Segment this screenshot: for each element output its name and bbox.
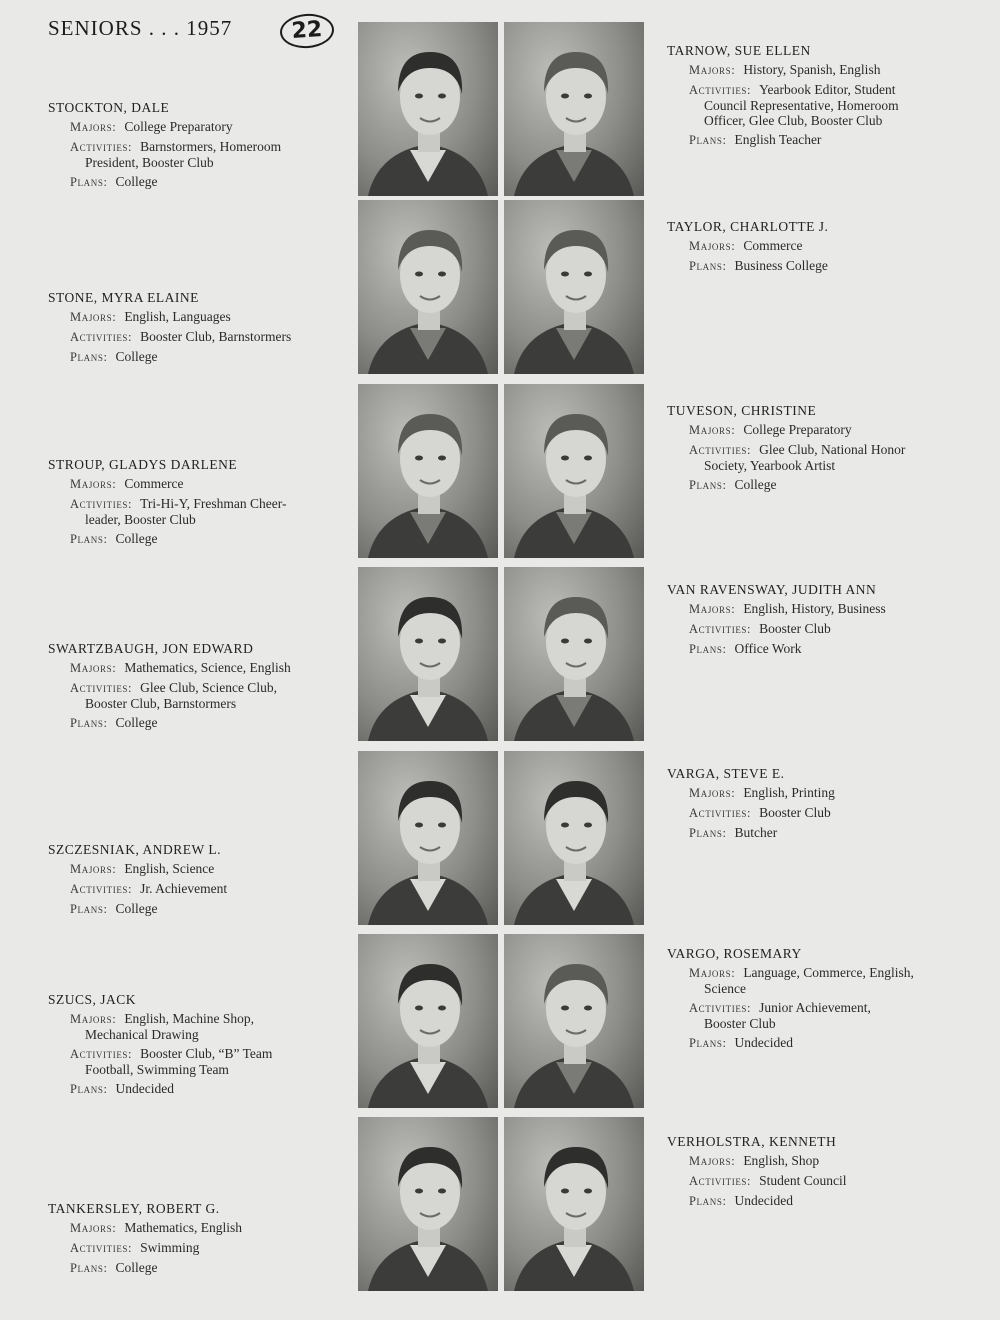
majors-field [667,965,914,996]
plans-field [667,477,905,493]
majors-field [667,1153,846,1169]
portrait-photo [504,384,644,558]
activities-value: Student Council [759,1173,847,1188]
majors-field [48,309,291,325]
activities-field [48,1240,242,1256]
handwritten-page-number: 22 [279,12,335,50]
portrait-photo [504,200,644,374]
senior-entry [667,219,828,278]
plans-field [667,825,835,841]
activities-field [667,805,835,821]
majors-value: Mechanical Drawing [85,1027,199,1042]
majors-value: College Preparatory [124,119,233,134]
activities-value: Booster Club, Barnstormers [85,696,237,711]
portrait-photo [358,22,498,196]
majors-label: Majors: [70,862,117,876]
portrait-photo [358,200,498,374]
activities-field [48,496,286,527]
activities-label: Activities: [689,1001,752,1015]
majors-value: History, Spanish, English [743,62,881,77]
majors-value: College Preparatory [743,422,852,437]
page-title: SENIORS . . . 1957 [48,16,233,40]
activities-value: Booster Club, Barnstormers [140,329,292,344]
majors-value: English, Languages [124,309,231,324]
majors-label: Majors: [689,602,736,616]
senior-entry [48,290,291,369]
plans-value: Butcher [734,825,778,840]
majors-label: Majors: [70,1012,117,1026]
plans-label: Plans: [689,478,727,492]
majors-field [48,476,286,492]
portrait-photo [358,934,498,1108]
student-name: STOCKTON, DALE [48,100,170,115]
senior-entry [48,457,286,551]
majors-field [48,660,291,676]
plans-label: Plans: [70,1082,108,1096]
student-name: SWARTZBAUGH, JON EDWARD [48,641,254,656]
plans-label: Plans: [689,1036,727,1050]
plans-value: Undecided [734,1193,794,1208]
plans-value: Office Work [734,641,802,656]
plans-value: Business College [734,258,828,273]
student-name: STONE, MYRA ELAINE [48,290,199,305]
plans-field [48,349,291,365]
majors-label: Majors: [70,661,117,675]
plans-label: Plans: [70,1261,108,1275]
student-name: VARGO, ROSEMARY [667,946,802,961]
student-name: TARNOW, SUE ELLEN [667,43,811,58]
majors-value: Commerce [124,476,184,491]
plans-label: Plans: [70,532,108,546]
majors-value: English, Science [124,861,215,876]
senior-entry [48,842,227,921]
plans-field [48,1260,242,1276]
plans-label: Plans: [689,642,727,656]
activities-label: Activities: [689,1174,752,1188]
activities-field [667,1000,914,1031]
majors-value: English, History, Business [743,601,886,616]
plans-value: College [115,531,158,546]
portrait-photo [358,567,498,741]
plans-value: English Teacher [734,132,822,147]
activities-field [667,82,899,128]
majors-value: Mathematics, Science, English [124,660,291,675]
plans-label: Plans: [70,902,108,916]
activities-value: Swimming [140,1240,200,1255]
majors-value: Language, Commerce, English, [743,965,914,980]
plans-value: College [115,1260,158,1275]
plans-field [48,174,281,190]
plans-label: Plans: [70,175,108,189]
majors-label: Majors: [689,786,736,800]
majors-field [667,238,828,254]
student-name: SZCZESNIAK, ANDREW L. [48,842,222,857]
activities-field [48,139,281,170]
activities-field [667,442,905,473]
majors-field [667,422,905,438]
majors-field [48,1220,242,1236]
majors-field [48,1011,272,1042]
plans-field [48,1081,272,1097]
portrait-photo [358,384,498,558]
plans-field [667,1035,914,1051]
majors-label: Majors: [689,966,736,980]
majors-value: English, Shop [743,1153,820,1168]
activities-value: Booster Club, “B” Team [140,1046,273,1061]
activities-label: Activities: [70,1241,133,1255]
plans-value: Undecided [115,1081,175,1096]
activities-value: Yearbook Editor, Student [759,82,896,97]
activities-value: Glee Club, National Honor [759,442,906,457]
activities-label: Activities: [689,806,752,820]
senior-entry [48,992,272,1101]
activities-label: Activities: [70,497,133,511]
activities-value: Officer, Glee Club, Booster Club [704,113,883,128]
portrait-photo [358,1117,498,1291]
student-name: TUVESON, CHRISTINE [667,403,817,418]
majors-label: Majors: [689,63,736,77]
student-name: SZUCS, JACK [48,992,137,1007]
majors-field [667,62,899,78]
student-name: VARGA, STEVE E. [667,766,785,781]
plans-label: Plans: [70,716,108,730]
plans-value: College [115,174,158,189]
majors-label: Majors: [70,120,117,134]
majors-value: English, Printing [743,785,835,800]
activities-field [48,329,291,345]
activities-field [667,1173,846,1189]
activities-field [48,1046,272,1077]
majors-value: Commerce [743,238,803,253]
plans-value: College [115,349,158,364]
portrait-photo [358,751,498,925]
majors-field [667,601,886,617]
portrait-photo [504,934,644,1108]
activities-label: Activities: [70,882,133,896]
activities-field [48,680,291,711]
plans-field [667,132,899,148]
senior-entry [667,43,899,152]
majors-label: Majors: [70,1221,117,1235]
activities-label: Activities: [70,140,133,154]
majors-field [667,785,835,801]
plans-label: Plans: [689,1194,727,1208]
portrait-photo [504,1117,644,1291]
plans-field [667,641,886,657]
senior-entry [48,641,291,735]
activities-label: Activities: [689,622,752,636]
majors-value: Mathematics, English [124,1220,243,1235]
activities-label: Activities: [689,443,752,457]
majors-label: Majors: [689,239,736,253]
plans-label: Plans: [689,259,727,273]
activities-value: Council Representative, Homeroom [704,98,899,113]
activities-value: Glee Club, Science Club, [140,680,277,695]
senior-entry [48,1201,242,1280]
majors-field [48,119,281,135]
student-name: TAYLOR, CHARLOTTE J. [667,219,829,234]
student-name: VAN RAVENSWAY, JUDITH ANN [667,582,877,597]
activities-field [667,621,886,637]
student-name: TANKERSLEY, ROBERT G. [48,1201,220,1216]
activities-label: Activities: [689,83,752,97]
plans-field [48,901,227,917]
plans-label: Plans: [689,133,727,147]
plans-value: College [115,715,158,730]
plans-value: College [734,477,777,492]
majors-label: Majors: [689,1154,736,1168]
student-name: VERHOLSTRA, KENNETH [667,1134,837,1149]
majors-value: Science [704,981,746,996]
activities-value: President, Booster Club [85,155,214,170]
majors-field [48,861,227,877]
senior-entry [667,1134,846,1213]
activities-value: leader, Booster Club [85,512,196,527]
plans-field [48,715,291,731]
plans-label: Plans: [689,826,727,840]
activities-value: Jr. Achievement [140,881,228,896]
activities-value: Booster Club [759,621,831,636]
activities-value: Booster Club [704,1016,776,1031]
senior-entry [667,582,886,661]
activities-label: Activities: [70,330,133,344]
student-name: STROUP, GLADYS DARLENE [48,457,238,472]
portrait-photo [504,751,644,925]
activities-value: Booster Club [759,805,831,820]
plans-field [667,1193,846,1209]
plans-value: Undecided [734,1035,794,1050]
plans-value: College [115,901,158,916]
activities-label: Activities: [70,681,133,695]
senior-entry [667,946,914,1055]
senior-entry [667,766,835,845]
plans-label: Plans: [70,350,108,364]
senior-entry [48,100,281,194]
activities-value: Junior Achievement, [759,1000,871,1015]
portrait-photo [504,22,644,196]
activities-label: Activities: [70,1047,133,1061]
majors-label: Majors: [70,310,117,324]
majors-value: English, Machine Shop, [124,1011,255,1026]
activities-value: Football, Swimming Team [85,1062,229,1077]
plans-field [667,258,828,274]
majors-label: Majors: [689,423,736,437]
activities-value: Society, Yearbook Artist [704,458,836,473]
senior-entry [667,403,905,497]
activities-field [48,881,227,897]
activities-value: Tri-Hi-Y, Freshman Cheer- [140,496,287,511]
portrait-photo [504,567,644,741]
plans-field [48,531,286,547]
activities-value: Barnstormers, Homeroom [140,139,282,154]
majors-label: Majors: [70,477,117,491]
